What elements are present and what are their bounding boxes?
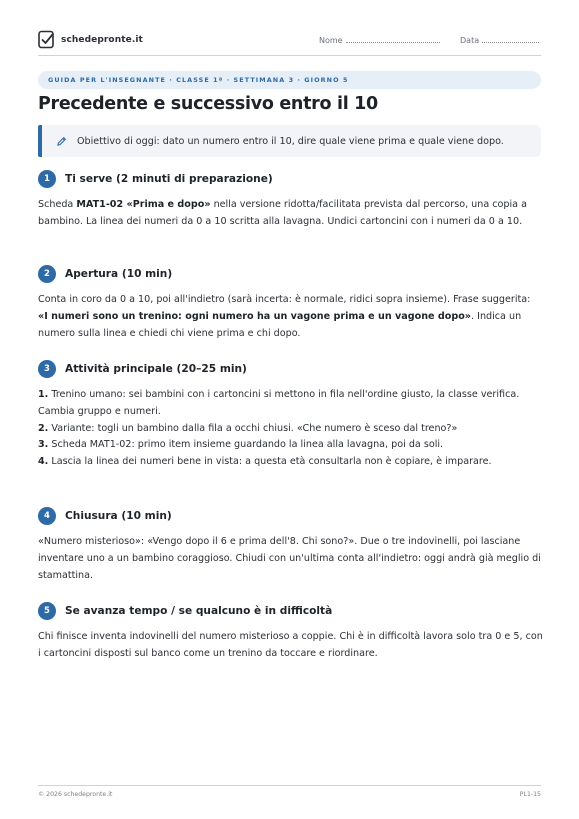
section-body [38, 292, 543, 342]
brand-name: schedepronte.it [61, 34, 143, 45]
name-field[interactable] [319, 35, 440, 45]
item-text: Trenino umano: sei bambini con i cartoncini si mettono in fila nell'ordine giusto, la classe verifica. Cambia gruppo e numeri. [38, 389, 520, 417]
section-title: Apertura (10 min) [65, 268, 173, 280]
page-footer [38, 785, 541, 798]
item-text: Lascia la linea dei numeri bene in vista: a questa età consultarla non è copiare, è imparare. [48, 456, 492, 468]
list-item [38, 421, 543, 438]
date-label: Data [460, 36, 480, 45]
kicker-banner: GUIDA PER L'INSEGNANTE · CLASSE 1ª · SETTIMANA 3 · GIORNO 5 [38, 71, 541, 89]
footer-copyright: © 2026 schedepronte.it [38, 791, 113, 798]
body-text: Chi finisce inventa indovinelli del numero misterioso a coppie. Chi è in difficoltà lavora solo tra 0 e 5, con i cartoncini disposti sul banco come un trenino da toccare e riordinare. [38, 631, 543, 659]
section-number: 2 [38, 265, 56, 283]
section-closing [38, 507, 543, 584]
brand [38, 30, 143, 49]
section-opening [38, 265, 543, 342]
section-body [38, 387, 543, 471]
date-line[interactable] [482, 35, 539, 43]
item-number: 4. [38, 456, 49, 468]
body-text: Conta in coro da 0 a 10, poi all'indietro (sarà incerta: è normale, ridici sopra insieme). Frase suggerita: [38, 294, 531, 305]
body-text: Scheda [38, 199, 77, 210]
page-title: Precedente e successivo entro il 10 [38, 94, 378, 114]
item-number: 3. [38, 439, 49, 451]
list-item [38, 454, 543, 471]
date-field[interactable] [460, 35, 539, 45]
section-body [38, 534, 543, 584]
body-text: «Numero misterioso»: «Vengo dopo il 6 e prima dell'8. Chi sono?». Due o tre indovinelli, poi lasciane inventare uno a un bambino coraggioso. Chiudi con un'ultima conta all'indietro: oggi andrà già meglio di stamattina. [38, 536, 541, 581]
page-header [38, 30, 541, 56]
body-bold: MAT1-02 «Prima e dopo» [76, 199, 211, 210]
item-number: 1. [38, 389, 49, 400]
body-bold: «I numeri sono un trenino: ogni numero ha un vagone prima e un vagone dopo» [38, 310, 472, 322]
section-title: Se avanza tempo / se qualcuno è in difficoltà [65, 605, 333, 617]
item-text: Variante: togli un bambino dalla fila a occhi chiusi. «Che numero è sceso dal treno?» [48, 422, 458, 434]
section-main-activity [38, 360, 543, 471]
body-text: . Indica un numero sulla linea e chiedi chi viene prima e chi dopo. [38, 310, 522, 339]
footer-code: PL1-15 [519, 791, 541, 798]
section-body [38, 629, 543, 663]
section-extra-time [38, 602, 543, 663]
name-label: Nome [319, 36, 343, 45]
checklist-icon [38, 30, 55, 49]
section-number: 4 [38, 507, 56, 525]
item-text: Scheda MAT1-02: primo item insieme guardando la linea alla lavagna, poi da soli. [48, 439, 444, 451]
pencil-icon [56, 136, 67, 147]
list-item [38, 437, 543, 454]
section-title: Ti serve (2 minuti di preparazione) [65, 173, 273, 185]
section-number: 1 [38, 170, 56, 188]
objective-box [38, 125, 541, 157]
name-line[interactable] [346, 35, 440, 43]
body-text: nella versione ridotta/facilitata prevista dal percorso, una copia a bambino. La linea dei numeri da 0 a 10 scritta alla lavagna. Undici cartoncini con i numeri da 0 a 10. [38, 199, 527, 227]
list-item [38, 387, 543, 421]
section-number: 5 [38, 602, 56, 620]
objective-text: Obiettivo di oggi: dato un numero entro il 10, dire quale viene prima e quale viene dopo. [77, 135, 504, 147]
section-title: Attività principale (20–25 min) [65, 363, 247, 375]
section-number: 3 [38, 360, 56, 378]
section-title: Chiusura (10 min) [65, 510, 172, 522]
section-body [38, 197, 543, 231]
section-materials [38, 170, 543, 231]
item-number: 2. [38, 422, 49, 434]
